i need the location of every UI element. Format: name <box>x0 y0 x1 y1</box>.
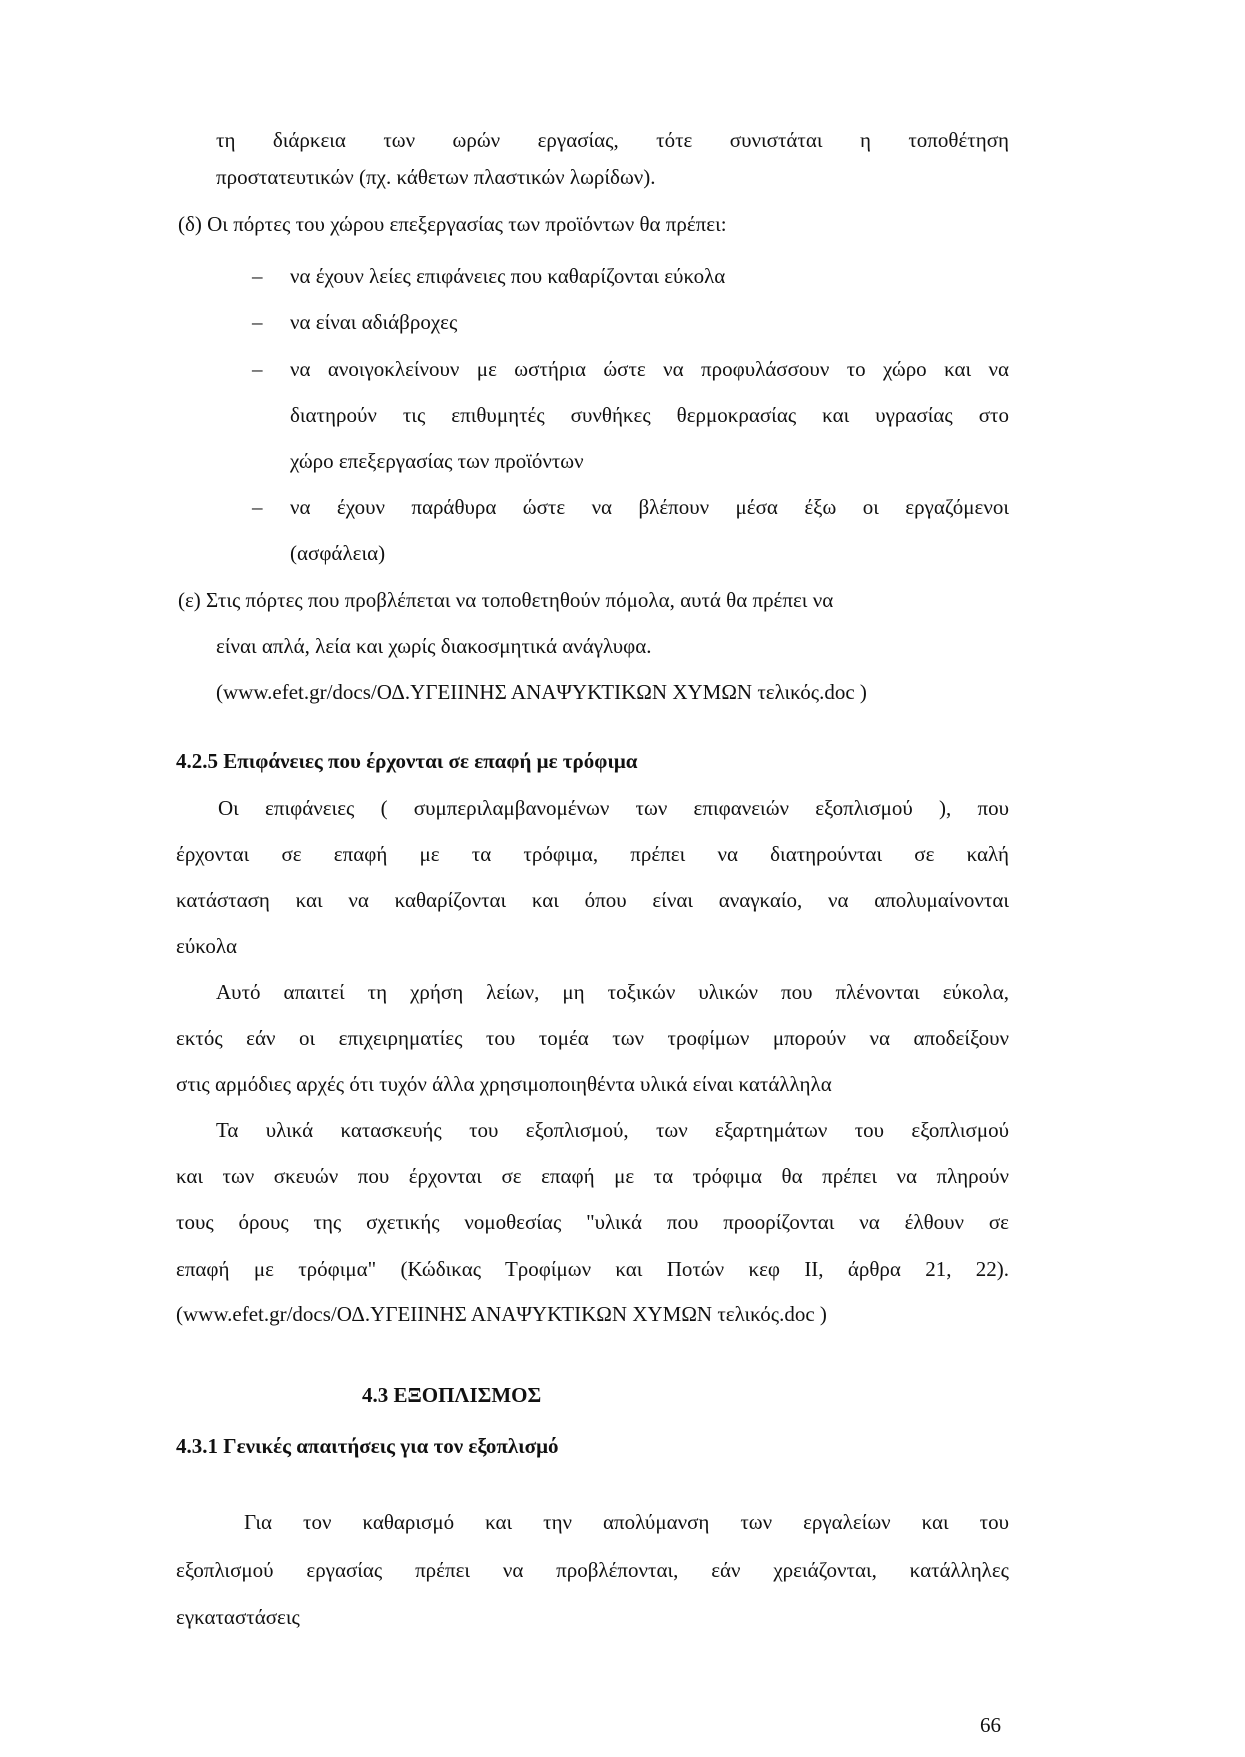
section-4-3-1-heading: 4.3.1 Γενικές απαιτήσεις για τον εξοπλισμό <box>176 1434 559 1458</box>
bullet-3-line2: διατηρούν τις επιθυμητές συνθήκες θερμοκρασίας και υγρασίας στο <box>290 403 1009 427</box>
s425-p2-line3: στις αρμόδιες αρχές ότι τυχόν άλλα χρησιμοποιηθέντα υλικά είναι κατάλληλα <box>176 1072 832 1096</box>
section-4-2-5-heading: 4.2.5 Επιφάνειες που έρχονται σε επαφή με τρόφιμα <box>176 749 638 773</box>
s425-p3-line1: Τα υλικά κατασκευής του εξοπλισμού, των εξαρτημάτων του εξοπλισμού <box>216 1118 1009 1142</box>
item-e-line2: είναι απλά, λεία και χωρίς διακοσμητικά ανάγλυφα. <box>216 634 652 658</box>
bullet-3-line1: να ανοιγοκλείνουν με ωστήρια ώστε να προφυλάσσουν το χώρο και να <box>290 357 1009 381</box>
s425-p2-line1: Αυτό απαιτεί τη χρήση λείων, μη τοξικών υλικών που πλένονται εύκολα, <box>216 980 1009 1004</box>
section-4-3-heading: 4.3 ΕΞΟΠΛΙΣΜΟΣ <box>362 1383 542 1407</box>
s425-p3-line2: και των σκευών που έρχονται σε επαφή με τα τρόφιμα θα πρέπει να πληρούν <box>176 1164 1009 1188</box>
s431-p1-line2: εξοπλισμού εργασίας πρέπει να προβλέπονται, εάν χρειάζονται, κατάλληλες <box>176 1558 1009 1582</box>
s425-reference: (www.efet.gr/docs/ΟΔ.ΥΓΕΙΙΝΗΣ ΑΝΑΨΥΚΤΙΚΩΝ ΧΥΜΩΝ τελικός.doc ) <box>176 1302 827 1326</box>
bullet-3-line3: χώρο επεξεργασίας των προϊόντων <box>290 449 584 473</box>
bullet-4-line1: να έχουν παράθυρα ώστε να βλέπουν μέσα έξω οι εργαζόμενοι <box>290 495 1009 519</box>
bullet-dash: – <box>252 264 263 288</box>
item-e-reference: (www.efet.gr/docs/ΟΔ.ΥΓΕΙΙΝΗΣ ΑΝΑΨΥΚΤΙΚΩΝ ΧΥΜΩΝ τελικός.doc ) <box>216 680 867 704</box>
page-number: 66 <box>980 1713 1001 1737</box>
s425-p1-line1: Οι επιφάνειες ( συμπεριλαμβανομένων των επιφανειών εξοπλισμού ), που <box>218 796 1009 820</box>
s425-p1-line2: έρχονται σε επαφή με τα τρόφιμα, πρέπει να διατηρούνται σε καλή <box>176 842 1009 866</box>
bullet-dash: – <box>252 310 263 334</box>
bullet-2-text: να είναι αδιάβροχες <box>290 310 458 334</box>
item-e-line1: (ε) Στις πόρτες που προβλέπεται να τοποθετηθούν πόμολα, αυτά θα πρέπει να <box>178 588 834 612</box>
para1-line1: τη διάρκεια των ωρών εργασίας, τότε συνιστάται η τοποθέτηση <box>216 128 1009 152</box>
bullet-dash: – <box>252 357 263 381</box>
s431-p1-line1: Για τον καθαρισμό και την απολύμανση των εργαλείων και του <box>244 1510 1009 1534</box>
para1-line2: προστατευτικών (πχ. κάθετων πλαστικών λωρίδων). <box>216 165 656 189</box>
bullet-1-text: να έχουν λείες επιφάνειες που καθαρίζονται εύκολα <box>290 264 726 288</box>
s425-p3-line4: επαφή με τρόφιμα" (Κώδικας Τροφίμων και Ποτών κεφ II, άρθρα 21, 22). <box>176 1257 1009 1281</box>
s425-p2-line2: εκτός εάν οι επιχειρηματίες του τομέα των τροφίμων μπορούν να αποδείξουν <box>176 1026 1009 1050</box>
item-d-intro: (δ) Οι πόρτες του χώρου επεξεργασίας των προϊόντων θα πρέπει: <box>178 212 727 236</box>
s431-p1-line3: εγκαταστάσεις <box>176 1605 300 1629</box>
s425-p1-line3: κατάσταση και να καθαρίζονται και όπου είναι αναγκαίο, να απολυμαίνονται <box>176 888 1009 912</box>
s425-p3-line3: τους όρους της σχετικής νομοθεσίας "υλικά που προορίζονται να έλθουν σε <box>176 1210 1009 1234</box>
bullet-dash: – <box>252 495 263 519</box>
s425-p1-line4: εύκολα <box>176 934 238 958</box>
bullet-4-line2: (ασφάλεια) <box>290 541 386 565</box>
